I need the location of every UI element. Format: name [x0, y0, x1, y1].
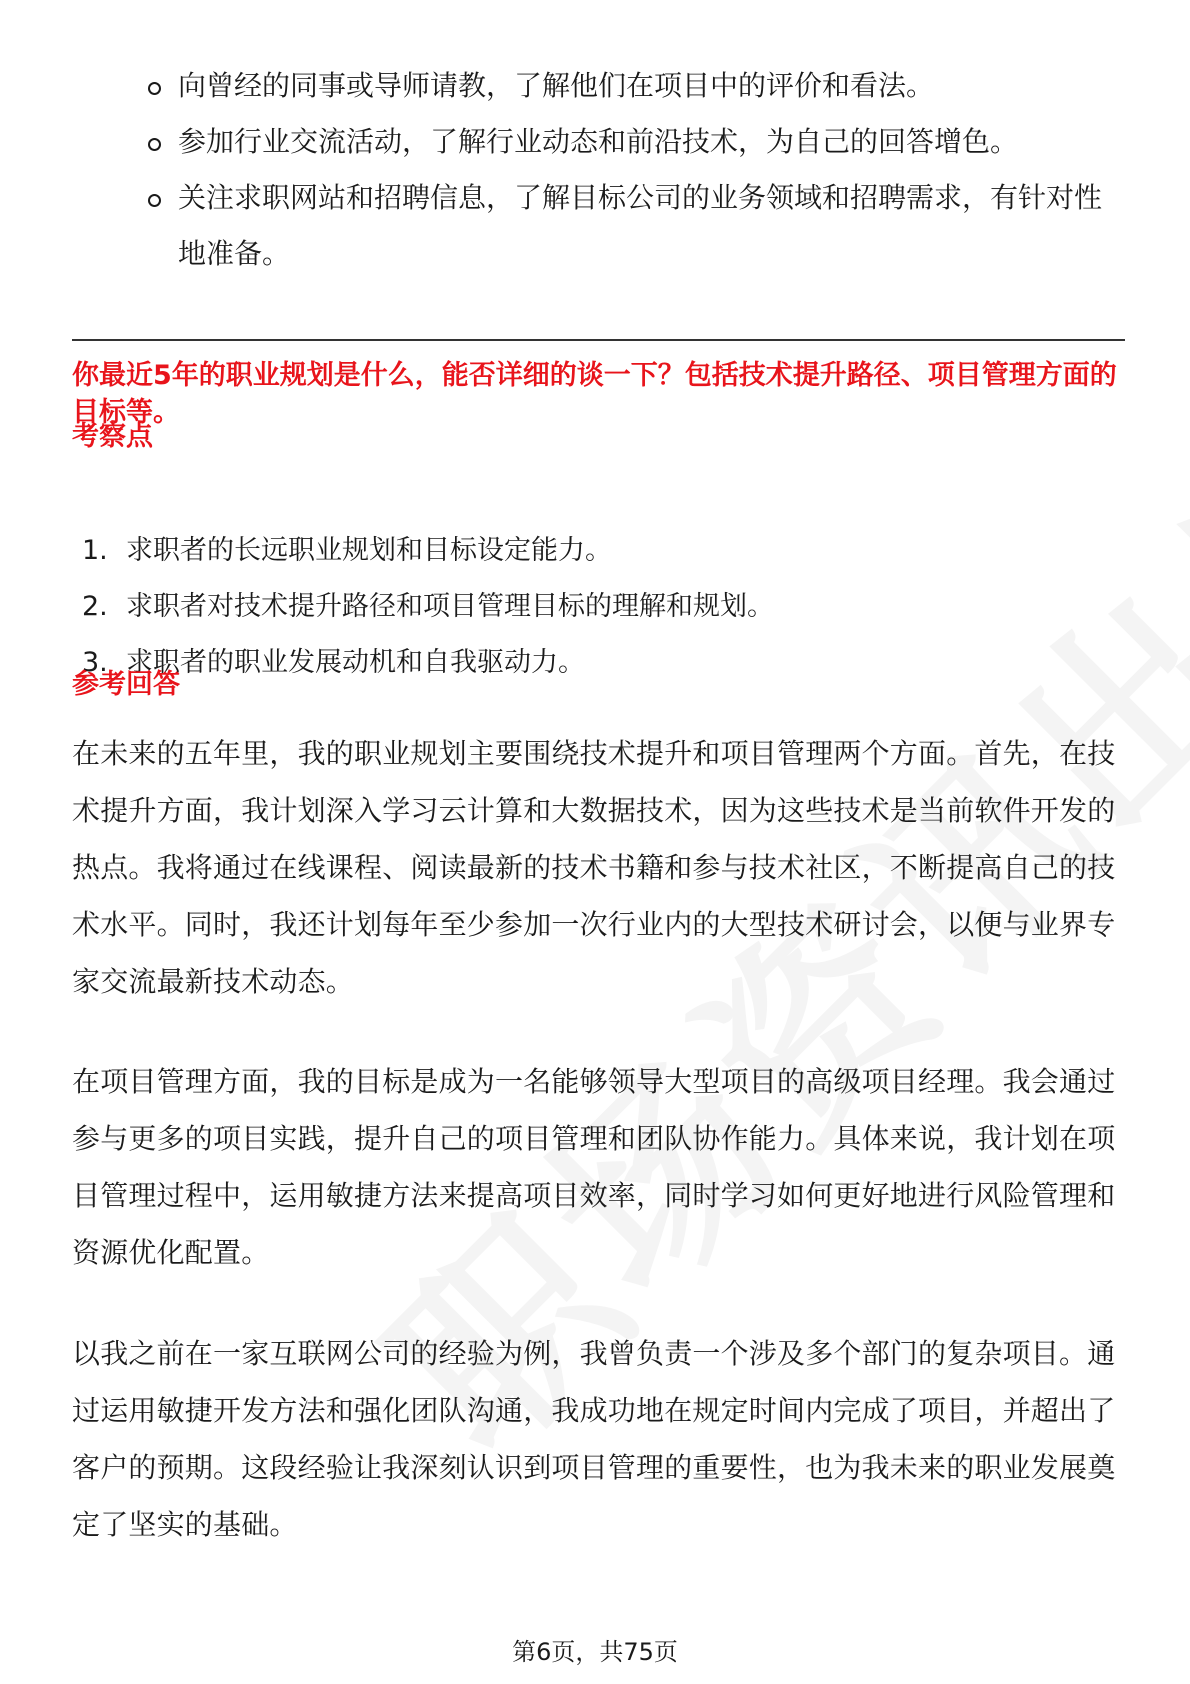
- exam-points-list: [82, 523, 1082, 691]
- section-divider: [72, 339, 1125, 341]
- exam-points-title: 考察点: [72, 421, 153, 452]
- list-item: 2. 求职者对技术提升路径和项目管理目标的理解和规划。: [82, 591, 774, 622]
- bullet-icon: [148, 138, 161, 151]
- list-item: 参加行业交流活动，了解行业动态和前沿技术，为自己的回答增色。: [148, 114, 1108, 170]
- list-item: 关注求职网站和招聘信息，了解目标公司的业务领域和招聘需求，有针对性地准备。: [148, 170, 1108, 282]
- bullet-icon: [148, 82, 161, 95]
- answer-paragraph: 以我之前在一家互联网公司的经验为例，我曾负责一个涉及多个部门的复杂项目。通过运用敏捷开发方法和强化团队沟通，我成功地在规定时间内完成了项目，并超出了客户的预期。这段经验让我深刻认识到项目管理的重要性，也为我未来的职业发展奠定了坚实的基础。: [72, 1337, 1116, 1541]
- page-number: 第6页，共75页: [512, 1638, 678, 1666]
- question-heading: 你最近5年的职业规划是什么，能否详细的谈一下？包括技术提升路径、项目管理方面的目标等。: [72, 360, 1117, 428]
- answer-title: 参考回答: [72, 669, 180, 700]
- tips-list: [148, 58, 1108, 282]
- list-item: 3. 求职者的职业发展动机和自我驱动力。: [82, 647, 585, 678]
- answer-paragraph: 在项目管理方面，我的目标是成为一名能够领导大型项目的高级项目经理。我会通过参与更多的项目实践，提升自己的项目管理和团队协作能力。具体来说，我计划在项目管理过程中，运用敏捷方法来提高项目效率，同时学习如何更好地进行风险管理和资源优化配置。: [72, 1065, 1116, 1269]
- list-item: 向曾经的同事或导师请教，了解他们在项目中的评价和看法。: [148, 58, 1108, 114]
- list-item: 1. 求职者的长远职业规划和目标设定能力。: [82, 535, 612, 566]
- answer-paragraph: 在未来的五年里，我的职业规划主要围绕技术提升和项目管理两个方面。首先，在技术提升方面，我计划深入学习云计算和大数据技术，因为这些技术是当前软件开发的热点。我将通过在线课程、阅读最新的技术书籍和参与技术社区，不断提高自己的技术水平。同时，我还计划每年至少参加一次行业内的大型技术研讨会，以便与业界专家交流最新技术动态。: [72, 737, 1116, 998]
- bullet-icon: [148, 194, 161, 207]
